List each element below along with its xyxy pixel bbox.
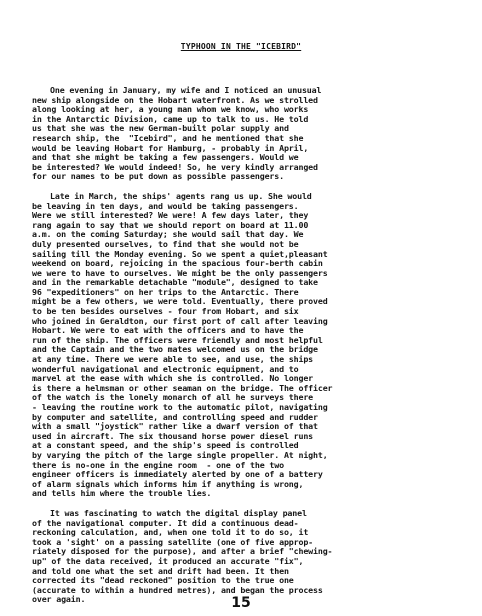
paragraph [32,509,460,605]
text-line: with a small "joystick" rather like a dwarf version of that [32,421,318,432]
text-line: and that she might be taking a few passengers. Would we [32,152,299,163]
text-line: used in aircraft. The six thousand horse power diesel runs [32,430,314,441]
text-line: One evening in January, my wife and I noticed an unusual [50,85,322,95]
text-line: of the navigational computer. It did a continuous dead- [32,517,299,528]
text-line: at any time. There we were able to see, and use, the ships [32,354,314,365]
text-line: riately disposed for the purpose), and after a brief "chewing- [32,546,333,557]
text-line: Were we still interested? We were! A few days later, they [32,210,309,221]
text-line: 96 "expeditioners" on her trips to the Antarctic. There [32,286,299,297]
text-line: at a constant speed, and the ship's speed is controlled [32,440,299,451]
text-line: duly presented ourselves, to find that she would not be [32,238,299,249]
text-line: is there a helmsman or other seaman on the bridge. The officer [32,382,333,393]
text-line: (accurate to within a hundred metres), and began the process [32,584,323,595]
paragraph [32,192,460,499]
text-line: we were to have to ourselves. We might be the only passengers [32,267,328,278]
text-line: by varying the pitch of the large single propeller. At night, [32,449,328,460]
text-line: Hobart. We were to eat with the officers and to have the [32,325,304,336]
text-line: weekend on board, rejoicing in the spacious four-berth cabin [32,258,323,269]
text-line: us that she was the new German-built polar supply and [32,123,289,134]
text-line: took a 'sight' on a passing satellite (one of five approp- [32,536,314,547]
text-line: by computer and satellite, and controlling speed and rudder [32,411,318,422]
text-line: be interested? We would indeed! So, he very kindly arranged [32,161,318,172]
text-line: and the Captain and the two mates welcomed us on the bridge [32,344,318,355]
text-line: up" of the data received, it produced an accurate "fix", [32,555,304,566]
text-line: rang again to say that we should report on board at 11.00 [32,219,309,230]
text-line: and tells him where the trouble lies. [32,488,212,499]
text-line: and told one what the set and drift had been. It then [32,565,289,576]
text-line: be leaving in ten days, and would be taking passengers. [32,200,299,211]
text-line: might be a few others, we were told. Eventually, there proved [32,296,328,307]
text-line: engineer officers is immediately alerted by one of a battery [32,469,323,480]
text-line: run of the ship. The officers were friendly and most helpful [32,334,323,345]
text-line: there is no-one in the engine room - one of the two [32,459,284,470]
text-line: of alarm signals which informs him if anything is wrong, [32,478,304,489]
text-line: in the Antarctic Division, came up to talk to us. He told [32,113,309,124]
text-line: sailing till the Monday evening. So we spent a quiet,pleasant [32,248,328,259]
text-line: a.m. on the coming Saturday; she would sail that day. We [32,229,304,240]
text-line: marvel at the ease with which she is controlled. No longer [32,373,314,384]
paragraph [32,86,460,182]
text-line: It was fascinating to watch the digital display panel [50,507,307,518]
text-line: of the watch is the lonely monarch of all he surveys there [32,392,314,403]
text-line: who joined in Geraldton, our first port of call after leaving [32,315,328,326]
text-line: for our names to be put down as possible passengers. [32,171,284,182]
text-line: reckoning calculation, and, when one told it to do so, it [32,527,309,538]
text-line: and in the remarkable detachable "module", designed to take [32,277,318,288]
page-number: 15 [231,595,251,611]
text-line: Late in March, the ships' agents rang us up. She would [50,190,312,201]
document-body [32,86,460,615]
text-line: along looking at her, a young man whom we know, who works [32,104,309,115]
text-line: - leaving the routine work to the automatic pilot, navigating [32,402,328,412]
text-line: would be leaving Hobart for Hamburg, - probably in April, [32,142,309,153]
text-line: new ship alongside on the Hobart waterfront. As we strolled [32,94,318,105]
text-line: wonderful navigational and electronic equipment, and to [32,363,299,374]
text-line: to be ten besides ourselves - four from Hobart, and six [32,306,299,317]
text-line: corrected its "dead reckoned" position to the true one [32,575,294,586]
text-line: research ship, the "Icebird", and he mentioned that she [32,132,304,143]
document-title: TYPHOON IN THE "ICEBIRD" [180,42,302,51]
text-line: over again. [32,594,86,605]
